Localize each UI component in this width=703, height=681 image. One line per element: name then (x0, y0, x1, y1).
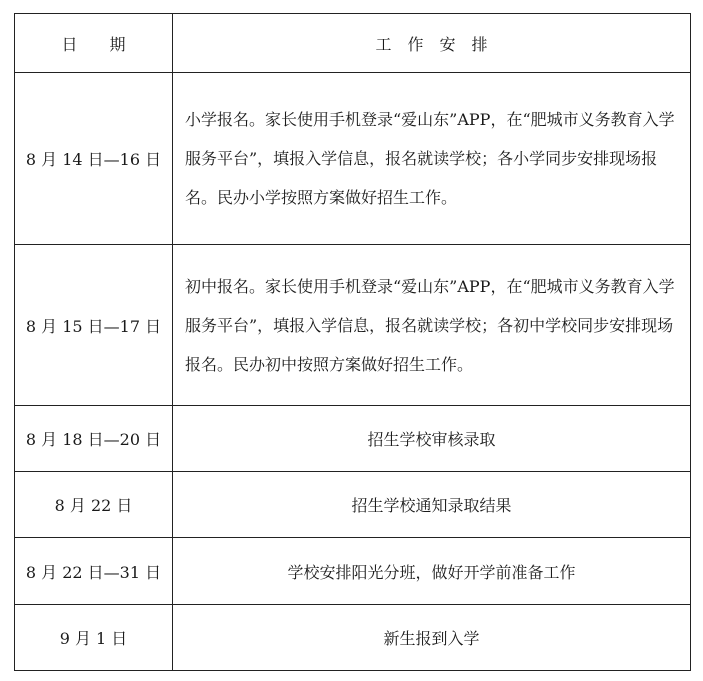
row-work: 初中报名。家长使用手机登录“爱山东”APP，在“肥城市义务教育入学服务平台”，填报入学信息，报名就读学校；各初中学校同步安排现场报名。民办初中按照方案做好招生工作。 (173, 245, 691, 406)
table-row (15, 245, 691, 406)
table-row (15, 472, 691, 538)
table-row (15, 538, 691, 605)
header-row (15, 14, 691, 73)
row-date: 8 月 18 日—20 日 (15, 406, 173, 472)
header-work: 工 作 安 排 (173, 14, 691, 73)
row-work: 学校安排阳光分班，做好开学前准备工作 (173, 538, 691, 605)
table-row (15, 605, 691, 671)
row-work: 招生学校审核录取 (173, 406, 691, 472)
header-date: 日 期 (15, 14, 173, 73)
row-work: 新生报到入学 (173, 605, 691, 671)
table-header (15, 14, 691, 73)
row-date: 8 月 22 日 (15, 472, 173, 538)
row-work: 招生学校通知录取结果 (173, 472, 691, 538)
row-date: 8 月 22 日—31 日 (15, 538, 173, 605)
schedule-table (14, 13, 691, 671)
table-row (15, 406, 691, 472)
table-body (15, 73, 691, 671)
table-row (15, 73, 691, 245)
row-date: 8 月 15 日—17 日 (15, 245, 173, 406)
row-date: 9 月 1 日 (15, 605, 173, 671)
row-work: 小学报名。家长使用手机登录“爱山东”APP，在“肥城市义务教育入学服务平台”，填报入学信息，报名就读学校；各小学同步安排现场报名。民办小学按照方案做好招生工作。 (173, 73, 691, 245)
row-date: 8 月 14 日—16 日 (15, 73, 173, 245)
